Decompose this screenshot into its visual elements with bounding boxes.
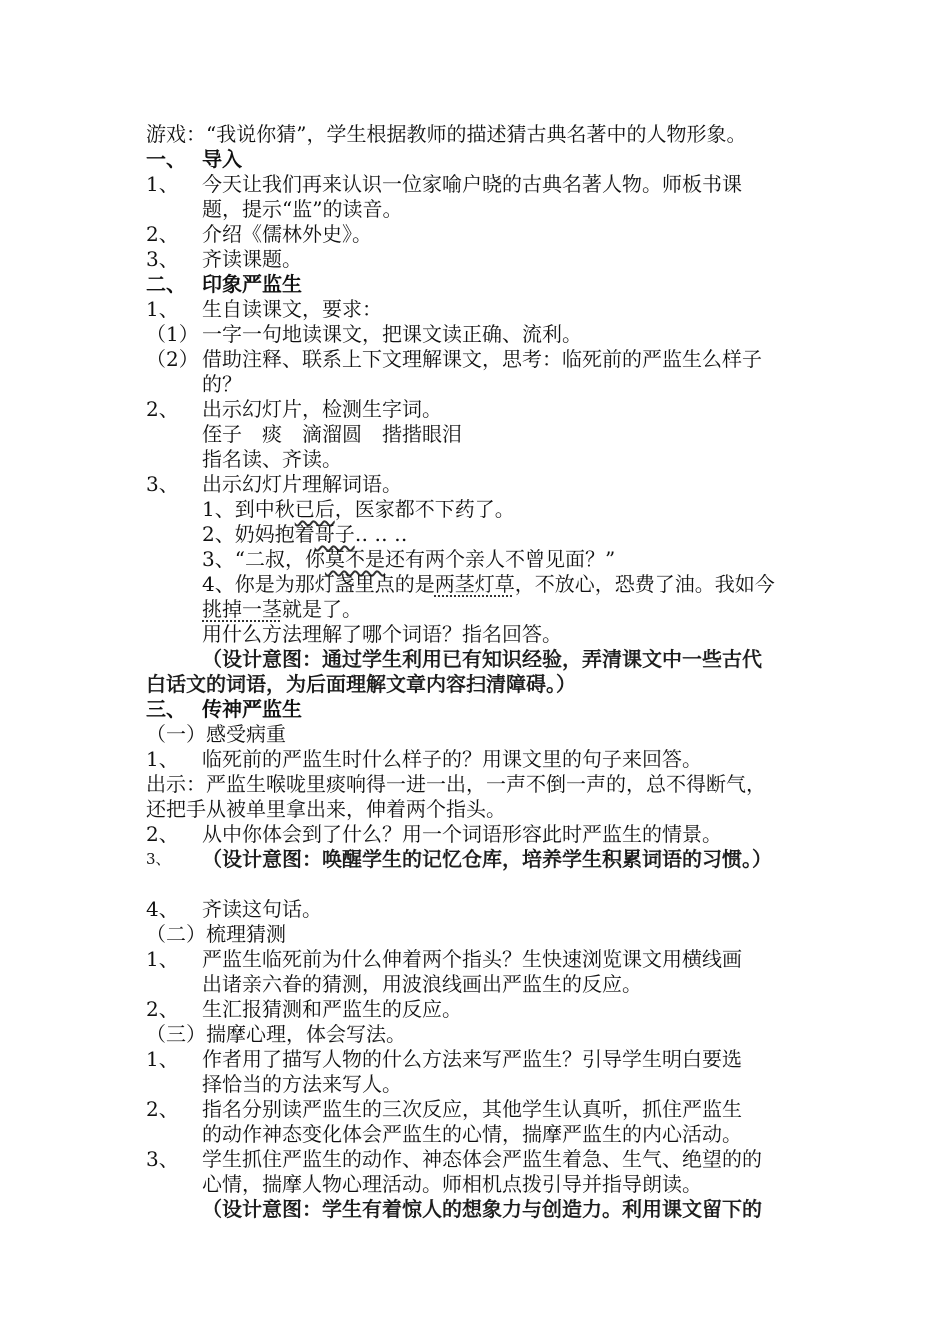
- design-intent-1: （设计意图：通过学生利用已有知识经验，弄清课文中一些古代: [202, 647, 762, 671]
- s3-c-item-1: 1、 作者用了描写人物的什么方法来写严监生？引导学生明白要选: [146, 1047, 742, 1071]
- intro-line: 游戏：“我说你猜”，学生根据教师的描述猜古典名著中的人物形象。: [146, 122, 747, 146]
- s3-a-item-2: 2、 从中你体会到了什么？用一个词语形容此时严监生的情景。: [146, 822, 722, 846]
- design-intent-1-cont: 白话文的词语，为后面理解文章内容扫清障碍。）: [146, 672, 576, 696]
- subsection-1: （一）感受病重: [146, 722, 286, 746]
- design-intent-3: （设计意图：学生有着惊人的想象力与创造力。利用课文留下的: [202, 1197, 762, 1221]
- s3-a-item-3: 3、 （设计意图：唤醒学生的记忆仓库，培养学生积累词语的习惯。）: [146, 847, 772, 871]
- lesson-plan-body: [146, 122, 811, 1222]
- s3-c-item-1-cont: 择恰当的方法来写人。: [202, 1072, 402, 1096]
- s2-item-1: 1、 生自读课文，要求：: [146, 297, 382, 321]
- subsection-3: （三）揣摩心理，体会写法。: [146, 1022, 406, 1046]
- s2-sub-1: （1） 一字一句地读课文，把课文读正确、流利。: [146, 322, 582, 346]
- s1-item-3: 3、 齐读课题。: [146, 247, 302, 271]
- quote-line: 出示：严监生喉咙里痰响得一进一出，一声不倒一声的，总不得断气，: [146, 772, 766, 796]
- s1-item-1-cont: 题，提示“监”的读音。: [202, 197, 403, 221]
- quote-line-cont: 还把手从被单里拿出来，伸着两个指头。: [146, 797, 506, 821]
- s2-sub-2-cont: 的？: [202, 372, 242, 396]
- s3-c-item-2: 2、 指名分别读严监生的三次反应，其他学生认真听，抓住严监生: [146, 1097, 742, 1121]
- s3-c-item-3: 3、 学生抓住严监生的动作、神态体会严监生着急、生气、绝望的的: [146, 1147, 762, 1171]
- example-2: 2、奶妈抱着哥子‥ ‥ ‥: [202, 522, 408, 546]
- section-1-heading: 一、 导入: [146, 147, 242, 171]
- s2-item-2: 2、 出示幻灯片，检测生字词。: [146, 397, 442, 421]
- s3-c-item-3-cont: 心情，揣摩人物心理活动。师相机点拨引导并指导朗读。: [202, 1172, 702, 1196]
- reading-instruction: 指名读、齐读。: [202, 447, 342, 471]
- s3-a-item-1: 1、 临死前的严监生时什么样子的？用课文里的句子来回答。: [146, 747, 702, 771]
- example-4: 4、你是为那灯盏里点的是两茎灯草，不放心，恐费了油。我如今: [202, 572, 775, 596]
- vocab-words: 侄子 痰 滴溜圆 揩揩眼泪: [202, 422, 462, 446]
- question-line: 用什么方法理解了哪个词语？指名回答。: [202, 622, 562, 646]
- s1-item-1: 1、 今天让我们再来认识一位家喻户晓的古典名著人物。师板书课: [146, 172, 742, 196]
- example-3: 3、“二叔，你莫不是还有两个亲人不曾见面？”: [202, 547, 616, 571]
- s3-b-item-1-cont: 出诸亲六眷的猜测，用波浪线画出严监生的反应。: [202, 972, 642, 996]
- blank-line: [146, 872, 811, 897]
- s3-b-item-1: 1、 严监生临死前为什么伸着两个指头？生快速浏览课文用横线画: [146, 947, 742, 971]
- section-3-heading: 三、 传神严监生: [146, 697, 302, 721]
- s2-sub-2: （2） 借助注释、联系上下文理解课文，思考：临死前的严监生么样子: [146, 347, 762, 371]
- subsection-2: （二）梳理猜测: [146, 922, 286, 946]
- s3-a-item-4: 4、 齐读这句话。: [146, 897, 322, 921]
- example-4-cont: 挑掉一茎就是了。: [202, 597, 362, 621]
- section-2-heading: 二、 印象严监生: [146, 272, 302, 296]
- s1-item-2: 2、 介绍《儒林外史》。: [146, 222, 372, 246]
- s2-item-3: 3、 出示幻灯片理解词语。: [146, 472, 402, 496]
- s3-b-item-2: 2、 生汇报猜测和严监生的反应。: [146, 997, 462, 1021]
- example-1: 1、到中秋已后，医家都不下药了。: [202, 497, 515, 521]
- s3-c-item-2-cont: 的动作神态变化体会严监生的心情，揣摩严监生的内心活动。: [202, 1122, 742, 1146]
